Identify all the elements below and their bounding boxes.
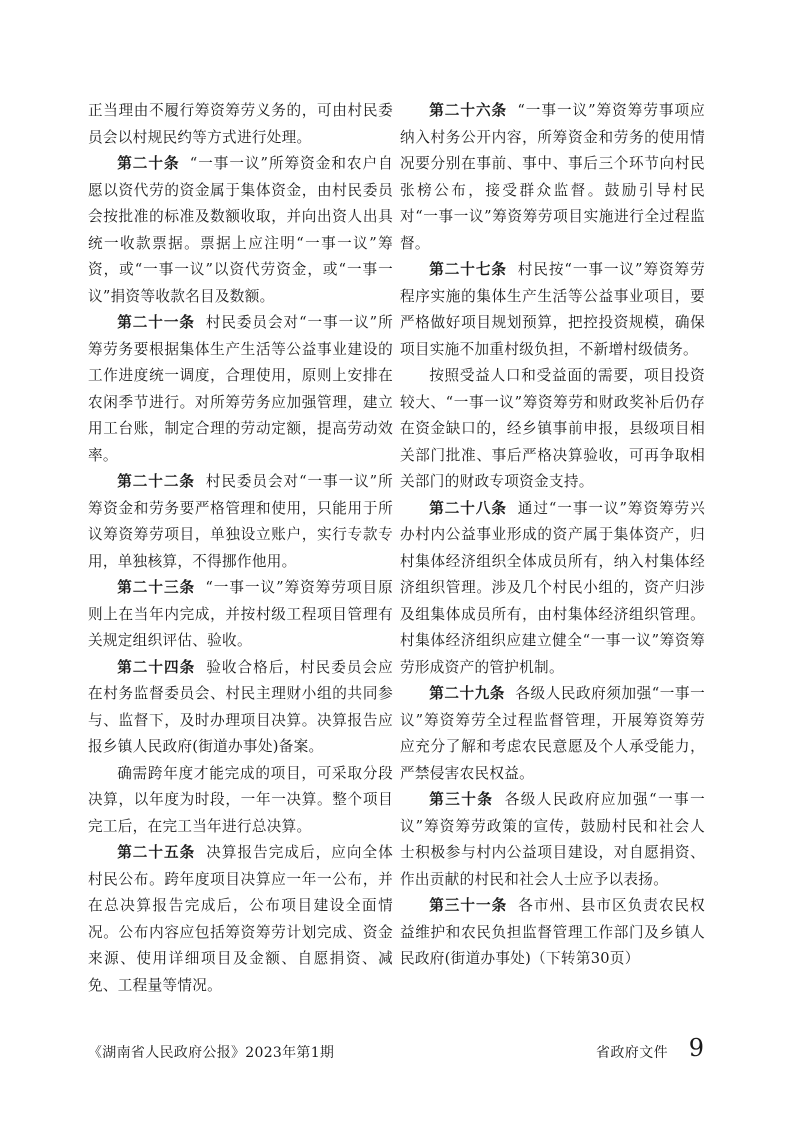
paragraph xyxy=(88,575,393,655)
paragraph-text: “一事一议”筹资筹劳事项应纳入村务公开内容，所筹资金和劳务的使用情况要分别在事前、事中、事后三个环节向村民张榜公布，接受群众监督。鼓励引导村民对“一事一议”筹资筹劳项目实施进行全过程监督。 xyxy=(400,102,705,252)
page-number: 9 xyxy=(688,1034,704,1062)
paragraph xyxy=(400,893,705,973)
paragraph xyxy=(400,257,705,363)
article-number: 第二十三条 xyxy=(117,579,196,596)
paragraph xyxy=(400,787,705,893)
paragraph-text: 通过“一事一议”筹资筹劳兴办村内公益事业形成的资产属于集体资产，归村集体经济组织全体成员所有，纳入村集体经济组织管理。涉及几个村民小组的，资产归涉及组集体成员所有，由村集体经济组织管理。村集体经济组织应建立健全“一事一议”筹资筹劳形成资产的管护机制。 xyxy=(400,499,705,676)
paragraph-text: 各级人民政府应加强“一事一议”筹资筹劳政策的宣传，鼓励村民和社会人士积极参与村内公益项目建设，对自愿捐资、作出贡献的村民和社会人士应予以表扬。 xyxy=(400,791,705,888)
paragraph xyxy=(400,98,705,257)
article-number: 第二十五条 xyxy=(117,844,196,861)
left-column xyxy=(88,98,393,999)
paragraph xyxy=(88,655,393,761)
article-number: 第三十条 xyxy=(429,791,494,808)
article-number: 第二十七条 xyxy=(429,261,507,278)
paragraph-text: 确需跨年度才能完成的项目，可采取分段决算，以年度为时段，一年一决算。整个项目完工后，在完工当年进行总决算。 xyxy=(88,764,393,835)
paragraph xyxy=(88,151,393,310)
article-number: 第二十六条 xyxy=(429,102,508,119)
page-footer xyxy=(88,1034,708,1068)
paragraph-text: 各级人民政府须加强“一事一议”筹资筹劳全过程监督管理，开展筹资筹劳应充分了解和考虑农民意愿及个人承受能力，严禁侵害农民权益。 xyxy=(400,685,705,782)
article-number: 第二十一条 xyxy=(117,314,195,331)
article-number: 第三十一条 xyxy=(429,897,508,914)
article-number: 第二十二条 xyxy=(117,473,195,490)
paragraph-text: “一事一议”筹资筹劳项目原则上在当年内完成，并按村级工程项目管理有关规定组织评估、验收。 xyxy=(88,579,393,649)
paragraph xyxy=(400,681,705,787)
paragraph-text: 村民按“一事一议”筹资筹劳程序实施的集体生产生活等公益事业项目，要严格做好项目规划预算，把控投资规模，确保项目实施不加重村级负担，不新增村级债务。 xyxy=(400,261,705,358)
article-number: 第二十条 xyxy=(117,155,180,172)
article-number: 第二十九条 xyxy=(429,685,505,702)
paragraph-text: 决算报告完成后，应向全体村民公布。跨年度项目决算应一年一公布，并在总决算报告完成后，公布项目建设全面情况。公布内容应包括筹资筹劳计划完成、资金来源、使用详细项目及金额、自愿捐资、减免、工程量等情况。 xyxy=(88,844,393,994)
right-column xyxy=(400,98,705,973)
paragraph xyxy=(88,840,393,999)
article-number: 第二十八条 xyxy=(429,499,507,517)
paragraph-text: 按照受益人口和受益面的需要，项目投资较大、“一事一议”筹资筹劳和财政奖补后仍存在资金缺口的，经乡镇事前申报，县级项目相关部门批准、事后严格决算验收，可再争取相关部门的财政专项资金支持。 xyxy=(400,367,705,490)
section-label: 省政府文件 xyxy=(596,1045,668,1061)
paragraph xyxy=(88,469,393,575)
article-number: 第二十四条 xyxy=(117,658,196,676)
paragraph xyxy=(88,98,393,151)
paragraph xyxy=(88,761,393,841)
paragraph-text: 村民委员会对“一事一议”所筹劳务要根据集体生产生活等公益事业建设的工作进度统一调度，合理使用，原则上安排在农闲季节进行。对所筹劳务应加强管理，建立用工台账，制定合理的劳动定额，提高劳动效率。 xyxy=(88,314,393,464)
journal-title: 《湖南省人民政府公报》2023年第1期 xyxy=(88,1045,335,1061)
paragraph xyxy=(400,363,705,496)
paragraph-text: 村民委员会对“一事一议”所筹资金和劳务要严格管理和使用，只能用于所议筹资筹劳项目，单独设立账户，实行专款专用，单独核算，不得挪作他用。 xyxy=(88,473,393,570)
paragraph-text: 各市州、县市区负责农民权益维护和农民负担监督管理工作部门及乡镇人民政府(街道办事处)（下转第30页） xyxy=(400,897,705,967)
paragraph-text: 验收合格后，村民委员会应在村务监督委员会、村民主理财小组的共同参与、监督下，及时办理项目决算。决算报告应报乡镇人民政府(街道办事处)备案。 xyxy=(88,658,393,755)
paragraph-text: 正当理由不履行筹资筹劳义务的，可由村民委员会以村规民约等方式进行处理。 xyxy=(88,102,393,146)
paragraph xyxy=(88,310,393,469)
paragraph-text: “一事一议”所筹资金和农户自愿以资代劳的资金属于集体资金，由村民委员会按批准的标准及数额收取，并向出资人出具统一收款票据。票据上应注明“一事一议”筹资，或“一事一议”以资代劳资金，或“一事一议”捐资等收款名目及数额。 xyxy=(88,155,393,305)
paragraph xyxy=(400,496,705,682)
